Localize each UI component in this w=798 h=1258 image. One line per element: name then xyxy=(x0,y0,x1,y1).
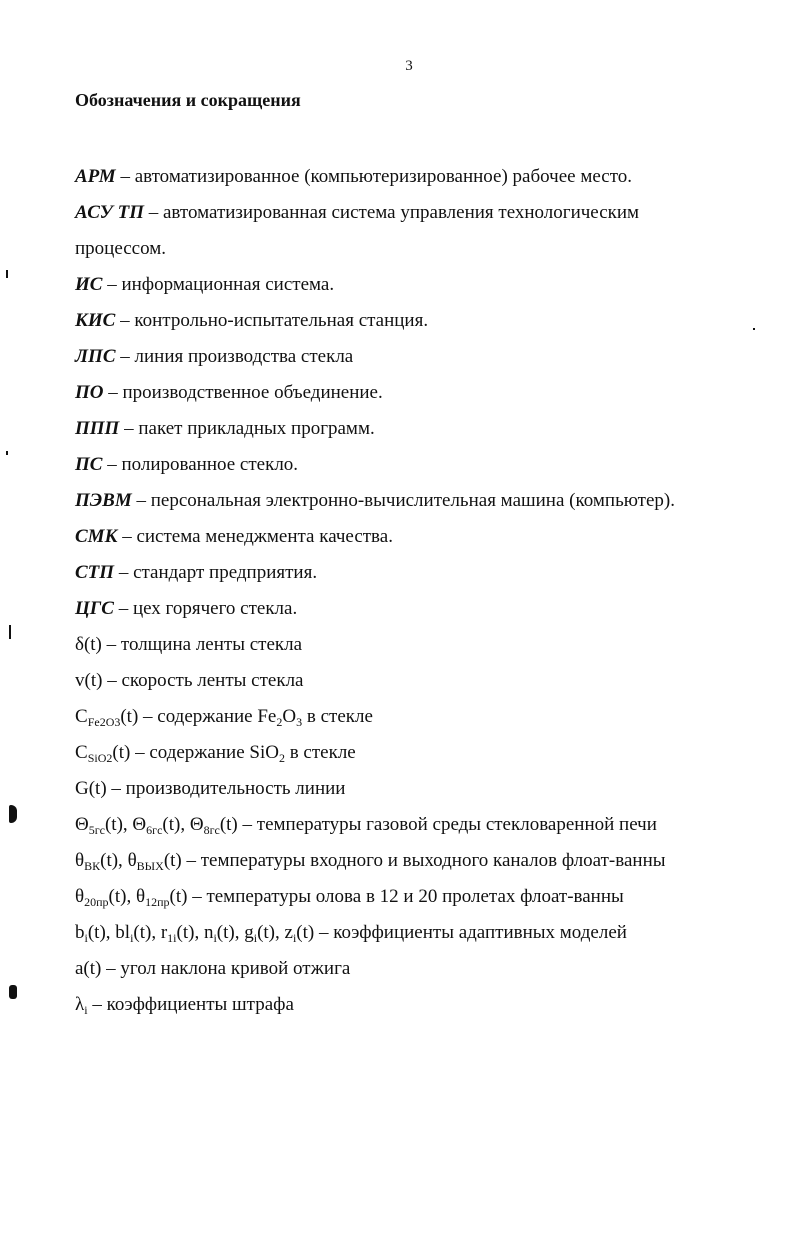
abbreviation: СМК xyxy=(75,526,118,547)
subscript: 5гс xyxy=(88,823,105,837)
symbol: θ xyxy=(75,886,85,907)
list-item xyxy=(75,267,765,303)
definition: – содержание SiO xyxy=(130,742,279,763)
definition: – автоматизированное (компьютеризированное) рабочее место. xyxy=(115,166,632,187)
scan-artifact-4 xyxy=(9,805,17,823)
definition: – персональная электронно-вычислительная машина (компьютер). xyxy=(131,490,675,511)
argument: (t) xyxy=(169,886,188,907)
argument: (t) xyxy=(296,922,315,943)
argument: (t), xyxy=(216,922,245,943)
abbreviation: ПО xyxy=(75,382,104,403)
symbol: θ xyxy=(127,850,137,871)
symbol: Θ xyxy=(75,814,89,835)
definition: – угол наклона кривой отжига xyxy=(101,958,351,979)
symbol: bl xyxy=(115,922,131,943)
argument: (t), xyxy=(100,850,128,871)
symbol-item xyxy=(75,663,765,699)
list-item xyxy=(75,591,765,627)
subscript: ВЫХ xyxy=(136,859,164,873)
subscript: ВК xyxy=(84,859,101,873)
symbol-item xyxy=(75,627,765,663)
definition: – толщина ленты стекла xyxy=(101,634,303,655)
argument: (t), xyxy=(257,922,285,943)
argument: (t), xyxy=(87,922,116,943)
symbol: n xyxy=(203,922,214,943)
definition: – температуры газовой среды стекловаренной печи xyxy=(237,814,657,835)
list-item-continuation xyxy=(75,231,765,267)
symbol-item xyxy=(75,807,765,843)
subscript: 6гс xyxy=(146,823,163,837)
list-item xyxy=(75,519,765,555)
argument: (t) xyxy=(219,814,238,835)
argument: (t) xyxy=(163,850,182,871)
list-item xyxy=(75,159,765,195)
symbol-item xyxy=(75,987,765,1023)
definition: процессом. xyxy=(75,238,167,259)
list-item xyxy=(75,375,765,411)
abbreviation: АРМ xyxy=(75,166,116,187)
subscript: i xyxy=(253,931,258,945)
definition: – контрольно-испытательная станция. xyxy=(115,310,429,331)
page-title: Обозначения и сокращения xyxy=(75,90,301,110)
argument: (t) xyxy=(120,706,139,727)
scan-artifact-2 xyxy=(6,451,8,455)
subscript: 8гс xyxy=(203,823,220,837)
definition: – температуры входного и выходного каналов флоат-ванны xyxy=(181,850,666,871)
abbreviation: ЛПС xyxy=(75,346,116,367)
scan-artifact-3 xyxy=(9,625,11,639)
symbol-item xyxy=(75,843,765,879)
abbreviation: ПЭВМ xyxy=(75,490,132,511)
list-item xyxy=(75,303,765,339)
subscript: 12пр xyxy=(145,895,170,909)
symbol: θ xyxy=(75,850,85,871)
argument: (t), xyxy=(162,814,190,835)
argument: (t), xyxy=(104,814,133,835)
argument: (t), xyxy=(133,922,161,943)
definition: – скорость ленты стекла xyxy=(102,670,304,691)
scan-artifact-5 xyxy=(9,985,17,999)
subscript: i xyxy=(292,931,297,945)
definition: – цех горячего стекла. xyxy=(113,598,298,619)
argument: (t) xyxy=(112,742,131,763)
definition-tail: в стекле xyxy=(284,742,356,763)
list-item xyxy=(75,447,765,483)
symbol: a(t) xyxy=(75,958,102,979)
scan-artifact-1 xyxy=(6,270,8,278)
symbol: Θ xyxy=(132,814,147,835)
list-item xyxy=(75,483,765,519)
argument: (t), xyxy=(176,922,204,943)
argument: (t), xyxy=(108,886,136,907)
list-item xyxy=(75,555,765,591)
symbol: C xyxy=(75,742,88,763)
definition: – информационная система. xyxy=(102,274,335,295)
symbol-item xyxy=(75,951,765,987)
symbol-item xyxy=(75,699,765,735)
definition: – производительность линии xyxy=(106,778,346,799)
definition: – система менеджмента качества. xyxy=(117,526,393,547)
symbol: b xyxy=(75,922,85,943)
symbol-item xyxy=(75,879,765,915)
symbol: G(t) xyxy=(75,778,107,799)
symbol-item xyxy=(75,735,765,771)
abbreviation: АСУ ТП xyxy=(75,202,144,223)
subscript: i xyxy=(84,931,88,945)
list-item xyxy=(75,339,765,375)
subscript: i xyxy=(130,931,134,945)
symbol: v(t) xyxy=(75,670,103,691)
abbreviation: СТП xyxy=(75,562,115,583)
subscript: 1i xyxy=(167,931,177,945)
subscript: 20пр xyxy=(84,895,109,909)
definition: – коэффициенты штрафа xyxy=(87,994,294,1015)
subscript: SiO2 xyxy=(87,751,113,765)
definition: – коэффициенты адаптивных моделей xyxy=(314,922,627,943)
abbreviation: ЦГС xyxy=(75,598,114,619)
definition: – производственное объединение. xyxy=(103,382,383,403)
list-item xyxy=(75,195,765,231)
abbreviation: ППП xyxy=(75,418,120,439)
symbol: λ xyxy=(75,994,85,1015)
definition: – содержание Fe xyxy=(138,706,277,727)
symbol: δ(t) xyxy=(75,634,102,655)
symbol: z xyxy=(284,922,293,943)
definition: – полированное стекло. xyxy=(102,454,299,475)
subscript: 2 xyxy=(276,715,283,729)
subscript: i xyxy=(84,1003,88,1017)
definition: – стандарт предприятия. xyxy=(114,562,318,583)
definition: – температуры олова в 12 и 20 пролетах флоат-ванны xyxy=(187,886,624,907)
symbol: C xyxy=(75,706,88,727)
subscript: Fe2O3 xyxy=(87,715,121,729)
definition: – пакет прикладных программ. xyxy=(119,418,375,439)
abbreviation: КИС xyxy=(75,310,116,331)
symbol: g xyxy=(244,922,254,943)
definition: – линия производства стекла xyxy=(115,346,354,367)
definition: – автоматизированная система управления технологическим xyxy=(143,202,640,223)
symbol-item xyxy=(75,915,765,951)
subscript: i xyxy=(213,931,217,945)
subscript: 3 xyxy=(296,715,303,729)
formula-part: O xyxy=(282,706,297,727)
symbol: Θ xyxy=(189,814,204,835)
symbol: θ xyxy=(135,886,146,907)
abbreviation: ПС xyxy=(75,454,103,475)
symbol: r xyxy=(160,922,168,943)
page-number: 3 xyxy=(405,58,413,74)
list-item xyxy=(75,411,765,447)
abbreviations-list xyxy=(75,159,765,1023)
definition-tail: в стекле xyxy=(302,706,373,727)
abbreviation: ИС xyxy=(75,274,103,295)
symbol-item xyxy=(75,771,765,807)
subscript: 2 xyxy=(278,751,285,765)
